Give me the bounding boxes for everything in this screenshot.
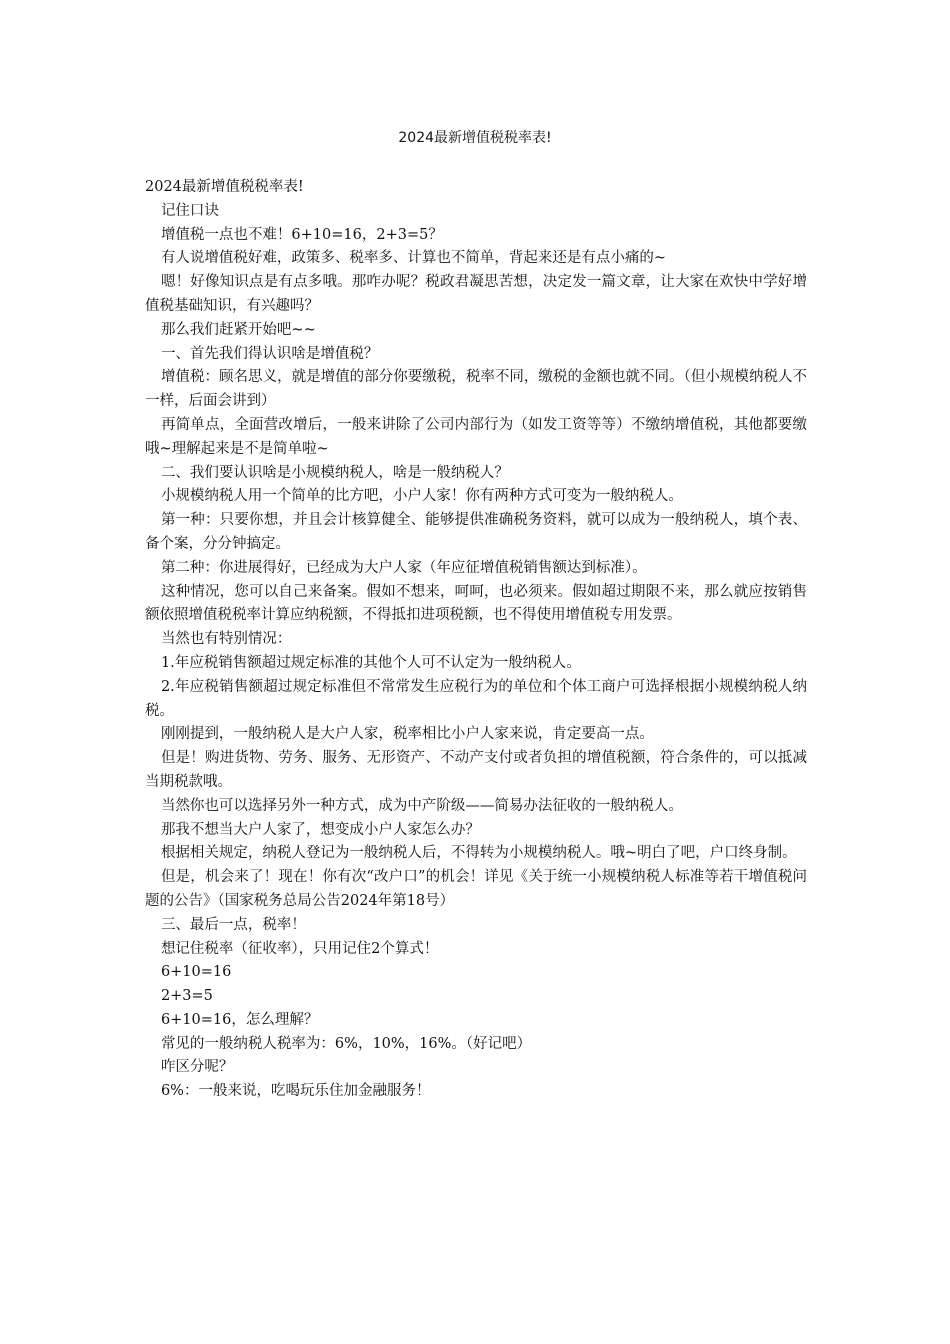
paragraph: 刚刚提到，一般纳税人是大户人家，税率相比小户人家来说，肯定要高一点。 <box>160 726 654 743</box>
list-item: 2.年应税销售额超过规定标准但不常常发生应税行为的单位和个体工商户可选择根据小规模纳税人纳税。 <box>145 678 807 719</box>
paragraph: 增值税一点也不难！6+10=16，2+3=5？ <box>160 226 443 243</box>
paragraph: 常见的一般纳税人税率为：6%，10%，16%。（好记吧） <box>160 1035 532 1052</box>
paragraph: 记住口诀 <box>160 202 219 219</box>
paragraph: 6%：一般来说，吃喝玩乐住加金融服务！ <box>160 1083 431 1100</box>
section-heading: 三、最后一点，税率！ <box>160 916 306 933</box>
paragraph: 2024最新增值税税率表! <box>145 179 304 195</box>
paragraph: 第一种：只要你想，并且会计核算健全、能够提供准确税务资料，就可以成为一般纳税人，填个表、备个案，分分钟搞定。 <box>145 512 807 552</box>
section-heading: 二、我们要认识啥是小规模纳税人，啥是一般纳税人？ <box>160 464 509 481</box>
document-body <box>145 176 807 1104</box>
paragraph: 6+10=16，怎么理解？ <box>160 1011 319 1028</box>
paragraph: 但是！购进货物、劳务、服务、无形资产、不动产支付或者负担的增值税额，符合条件的，可以抵减当期税款哦。 <box>145 750 807 790</box>
paragraph: 有人说增值税好难，政策多、税率多、计算也不简单，背起来还是有点小痛的~ <box>160 250 667 267</box>
paragraph: 第二种：你进展得好，已经成为大户人家（年应征增值税销售额达到标准）。 <box>160 559 647 576</box>
paragraph: 根据相关规定，纳税人登记为一般纳税人后，不得转为小规模纳税人。哦~明白了吧，户口终身制。 <box>160 845 797 862</box>
list-item: 1.年应税销售额超过规定标准的其他个人可不认定为一般纳税人。 <box>160 654 581 671</box>
paragraph: 小规模纳税人用一个简单的比方吧，小户人家！你有两种方式可变为一般纳税人。 <box>160 488 683 505</box>
paragraph: 再简单点，全面营改增后，一般来讲除了公司内部行为（如发工资等等）不缴纳增值税，其他都要缴哦~理解起来是不是简单啦~ <box>145 416 807 457</box>
paragraph: 这种情况，您可以自己来备案。假如不想来，呵呵，也必须来。假如超过期限不来，那么就应按销售额依照增值税税率计算应纳税额，不得抵扣进项税额，也不得使用增值税专用发票。 <box>145 583 807 624</box>
paragraph: 那么我们赶紧开始吧~~ <box>160 321 316 338</box>
paragraph: 那我不想当大户人家了，想变成小户人家怎么办？ <box>160 821 480 838</box>
paragraph: 但是，机会来了！现在！你有次“改户口”的机会！详见《关于统一小规模纳税人标准等若干增值税问题的公告》（国家税务总局公告2024年第18号） <box>145 869 807 909</box>
paragraph: 咋区分呢？ <box>160 1059 234 1076</box>
paragraph: 当然也有特别情况： <box>160 631 292 648</box>
section-heading: 一、首先我们得认识啥是增值税？ <box>160 345 379 362</box>
paragraph: 想记住税率（征收率），只用记住2个算式！ <box>160 940 439 957</box>
formula-line: 2+3=5 <box>160 988 213 1005</box>
page-title: 2024最新增值税税率表! <box>398 130 552 146</box>
paragraph: 增值税：顾名思义，就是增值的部分你要缴税，税率不同，缴税的金额也就不同。（但小规模纳税人不一样，后面会讲到） <box>145 369 807 410</box>
paragraph: 当然你也可以选择另外一种方式，成为中产阶级——简易办法征收的一般纳税人。 <box>160 797 683 814</box>
formula-line: 6+10=16 <box>160 964 232 981</box>
paragraph: 嗯！好像知识点是有点多哦。那咋办呢？税政君凝思苦想，决定发一篇文章，让大家在欢快中学好增值税基础知识，有兴趣吗？ <box>145 274 807 314</box>
